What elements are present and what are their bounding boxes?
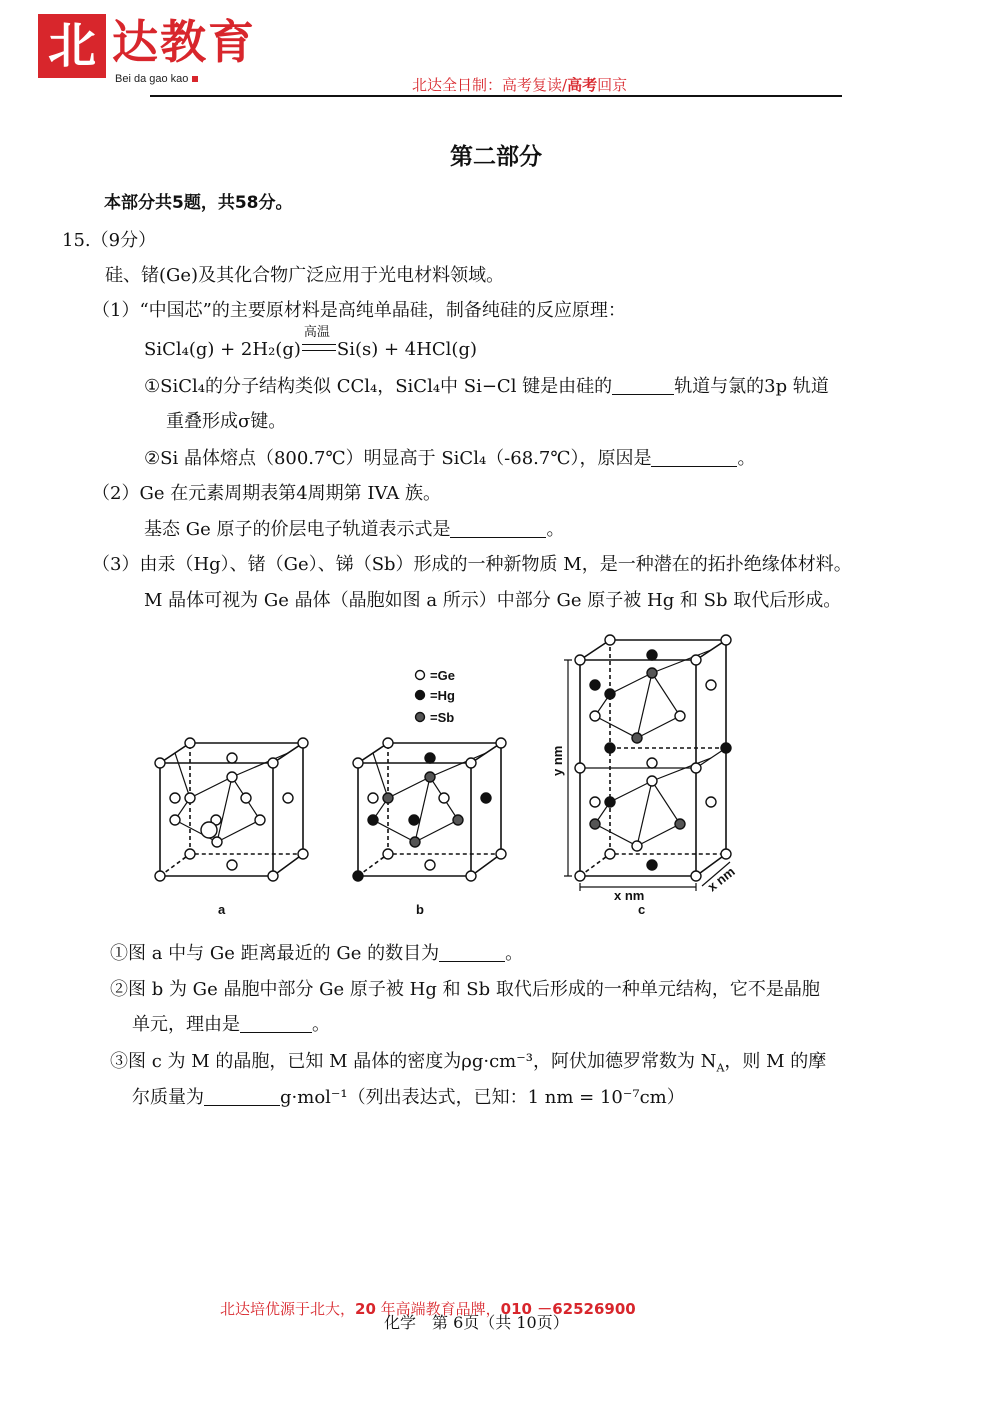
part-2-1: 基态 Ge 原子的价层电子轨道表示式是 。 — [144, 519, 565, 540]
part-3-3: ③图 c 为 M 的晶胞，已知 M 晶体的密度为ρg·cm⁻³，阿伏加德罗常数为 $N_A$，则 M 的摩 — [110, 1051, 827, 1075]
legend-ge: =Ge — [430, 668, 455, 683]
part-3-prompt-cont: M 晶体可视为 Ge 晶体（晶胞如图 a 所示）中部分 Ge 原子被 Hg 和 Sb 取代后形成。 — [144, 590, 842, 611]
part-3-1: ①图 a 中与 Ge 距离最近的 Ge 的数目为 。 — [110, 943, 524, 964]
section-intro: 本部分共5题，共58分。 — [104, 193, 293, 213]
answer-blank-2[interactable] — [651, 448, 737, 467]
answer-blank-5[interactable] — [240, 1014, 312, 1033]
logo-name: 达教育 — [112, 15, 256, 69]
part-1-1-cont: 重叠形成σ键。 — [166, 411, 287, 432]
part-3-3-cont: 尔质量为 g·mol⁻¹（列出表达式，已知：1 nm = 10⁻⁷cm） — [132, 1087, 685, 1108]
atoms-a — [155, 738, 308, 881]
footer-promo: 北达培优源于北大，20 年高端教育品牌，010 －62526900 — [220, 1300, 636, 1318]
question-number: 15.（9分） — [62, 230, 157, 251]
part-1-2: ②Si 晶体熔点（800.7℃）明显高于 SiCl₄（-68.7℃），原因是 。 — [144, 448, 756, 469]
answer-blank-3[interactable] — [450, 519, 546, 538]
crystal-figure — [140, 630, 760, 930]
part-1-1: ①SiCl₄的分子结构类似 CCl₄，SiCl₄中 Si−Cl 键是由硅的 轨道与氯的3p 轨道 — [144, 376, 829, 397]
question-stem: 硅、锗(Ge)及其化合物广泛应用于光电材料领域。 — [105, 265, 505, 286]
reaction-equation: SiCl₄(g) + 2H₂(g) 高温 Si(s) + 4HCl(g) — [144, 338, 477, 362]
part-1-prompt: （1）“中国芯”的主要原材料是高纯单晶硅，制备纯硅的反应原理： — [92, 300, 626, 321]
answer-blank-4[interactable] — [439, 943, 505, 962]
figure-label-b: b — [416, 902, 424, 917]
part-3-2-cont: 单元，理由是 。 — [132, 1014, 330, 1035]
logo-mark: 北 — [38, 14, 106, 78]
legend-markers — [416, 671, 425, 722]
legend-sb: =Sb — [430, 710, 455, 725]
header-rule — [150, 95, 842, 97]
legend-hg: =Hg — [430, 688, 455, 703]
answer-blank-1[interactable] — [612, 376, 674, 395]
axis-x-label: x nm — [614, 888, 645, 903]
axis-x2-label: x nm — [704, 863, 738, 895]
figure-label-a: a — [218, 902, 226, 917]
figure-label-c: c — [638, 902, 646, 917]
logo-pinyin: Bei da gao kao — [115, 73, 198, 85]
part-3-2: ②图 b 为 Ge 晶胞中部分 Ge 原子被 Hg 和 Sb 取代后形成的一种单元结构，它不是晶胞 — [110, 979, 820, 1000]
page-number: 化学 第 6页（共 10页） — [384, 1313, 569, 1332]
reaction-condition: 高温 — [303, 325, 330, 340]
axis-y-label: y nm — [550, 745, 565, 776]
section-title: 第二部分 — [450, 144, 542, 170]
header-slogan: 北达全日制：高考复读/高考回京 — [412, 76, 628, 94]
answer-blank-6[interactable] — [204, 1087, 280, 1106]
part-3-prompt: （3）由汞（Hg）、锗（Ge）、锑（Sb）形成的一种新物质 M，是一种潜在的拓扑绝缘体材料。 — [92, 554, 852, 575]
part-2-prompt: （2）Ge 在元素周期表第4周期第 IVA 族。 — [92, 483, 441, 504]
atoms-c — [575, 635, 731, 881]
atoms-b — [353, 738, 506, 881]
